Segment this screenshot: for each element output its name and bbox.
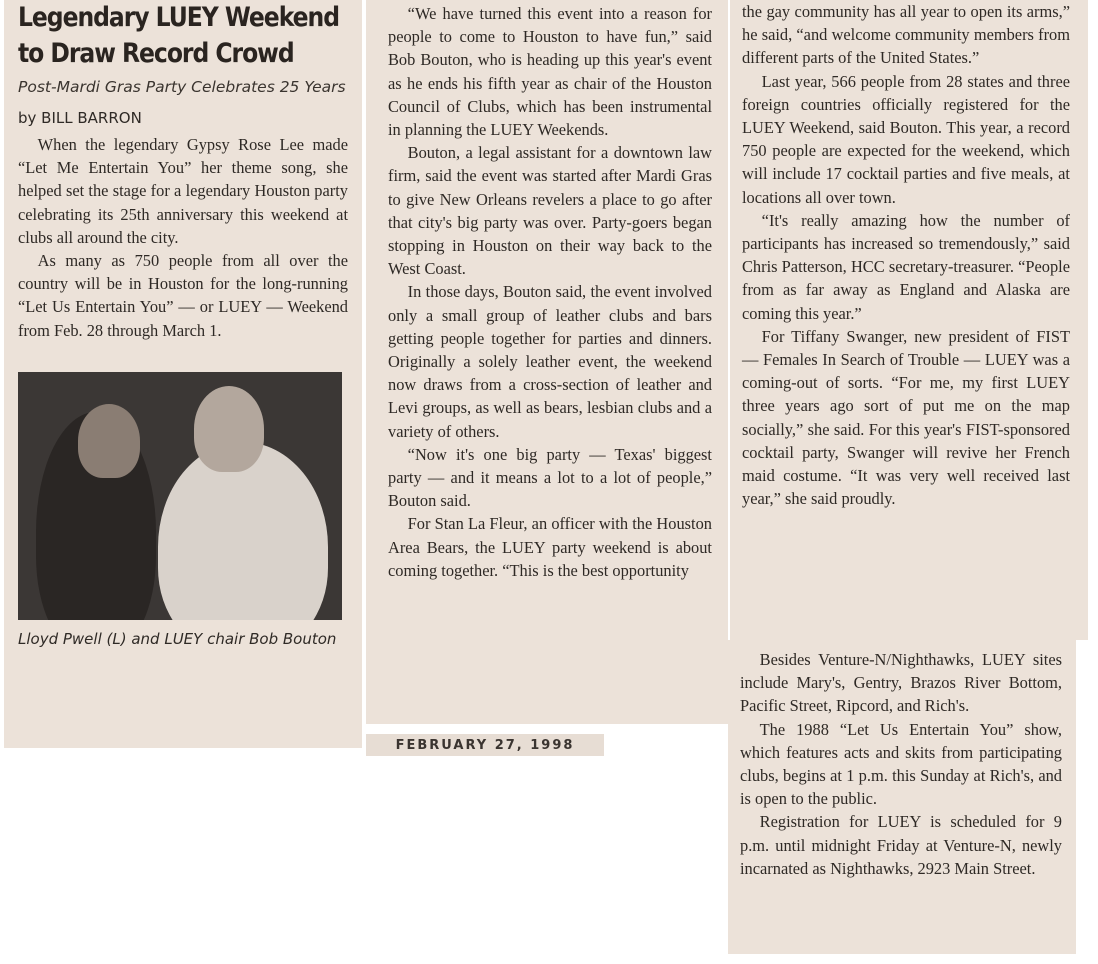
paragraph: the gay community has all year to open its arms,” he said, “and welcome community members from different parts of the United States.”	[742, 2, 1070, 68]
paragraph: For Stan La Fleur, an officer with the Houston Area Bears, the LUEY party weekend is about coming together. “This is the best opportunity	[388, 514, 712, 580]
subheadline: Post-Mardi Gras Party Celebrates 25 Years	[18, 78, 346, 96]
byline: by BILL BARRON	[18, 109, 142, 127]
photo-caption: Lloyd Pwell (L) and LUEY chair Bob Bouton	[18, 629, 337, 648]
paragraph: Registration for LUEY is scheduled for 9 p.m. until midnight Friday at Venture-N, newly incarnated as Nighthawks, 2923 Main Street.	[740, 812, 1062, 878]
paragraph: Bouton, a legal assistant for a downtown law firm, said the event was started after Mardi Gras to give New Orleans revelers a place to go after that city's big party was over. Party-goers began stopping in Houston on their way back to the West Coast.	[388, 143, 712, 279]
article-column-3	[730, 0, 1088, 640]
article-column-1	[4, 0, 362, 748]
headline: Legendary LUEY Weekend to Draw Record Crowd	[18, 2, 339, 69]
article-column-4	[728, 640, 1076, 954]
article-column-2	[366, 0, 728, 724]
paragraph: “Now it's one big party — Texas' biggest party — and it means a lot to a lot of people,” Bouton said.	[388, 444, 712, 511]
paragraph: In those days, Bouton said, the event involved only a small group of leather clubs and bars getting people together for parties and dinners. Originally a solely leather event, the weekend now draws from a cross-section of leather and Levi groups, as well as bears, lesbian clubs and a variety of others.	[388, 282, 712, 441]
paragraph: The 1988 “Let Us Entertain You” show, which features acts and skits from participating clubs, begins at 1 p.m. this Sunday at Rich's, and is open to the public.	[740, 719, 1062, 809]
paragraph: As many as 750 people from all over the country will be in Houston for the long-running “Let Us Entertain You” — or LUEY — Weekend from Feb. 28 through March 1.	[18, 251, 348, 340]
paragraph: “It's really amazing how the number of participants has increased so tremendously,” said Chris Patterson, HCC secretary-treasurer. “People from as far away as England and Alaska are coming this year.”	[742, 210, 1070, 323]
paragraph: When the legendary Gypsy Rose Lee made “Let Me Entertain You” her theme song, she helped set the stage for a legendary Houston party celebrating its 25th anniversary this weekend at clubs all around the city.	[18, 135, 348, 247]
paragraph: Besides Venture-N/Nighthawks, LUEY sites include Mary's, Gentry, Brazos River Bottom, Pacific Street, Ripcord, and Rich's.	[740, 650, 1062, 716]
paragraph: Last year, 566 people from 28 states and three foreign countries officially registered for the LUEY Weekend, said Bouton. This year, a record 750 people are expected for the weekend, which will include 17 cocktail parties and five meals, at locations all over town.	[742, 71, 1070, 207]
paragraph: For Tiffany Swanger, new president of FIST — Females In Search of Trouble — LUEY was a coming-out of sorts. “For me, my first LUEY three years ago sort of put me on the map socially,” she said. For this year's FIST-sponsored cocktail party, Swanger will revive her French maid costume. “It was very well received last year,” she said proudly.	[742, 326, 1070, 509]
photo	[18, 372, 342, 620]
dateline: FEBRUARY 27, 1998	[366, 734, 604, 756]
paragraph: “We have turned this event into a reason for people to come to Houston to have fun,” said Bob Bouton, who is heading up this year's event as he ends his fifth year as chair of the Houston Council of Clubs, which has been instrumental in planning the LUEY Weekends.	[388, 4, 712, 140]
